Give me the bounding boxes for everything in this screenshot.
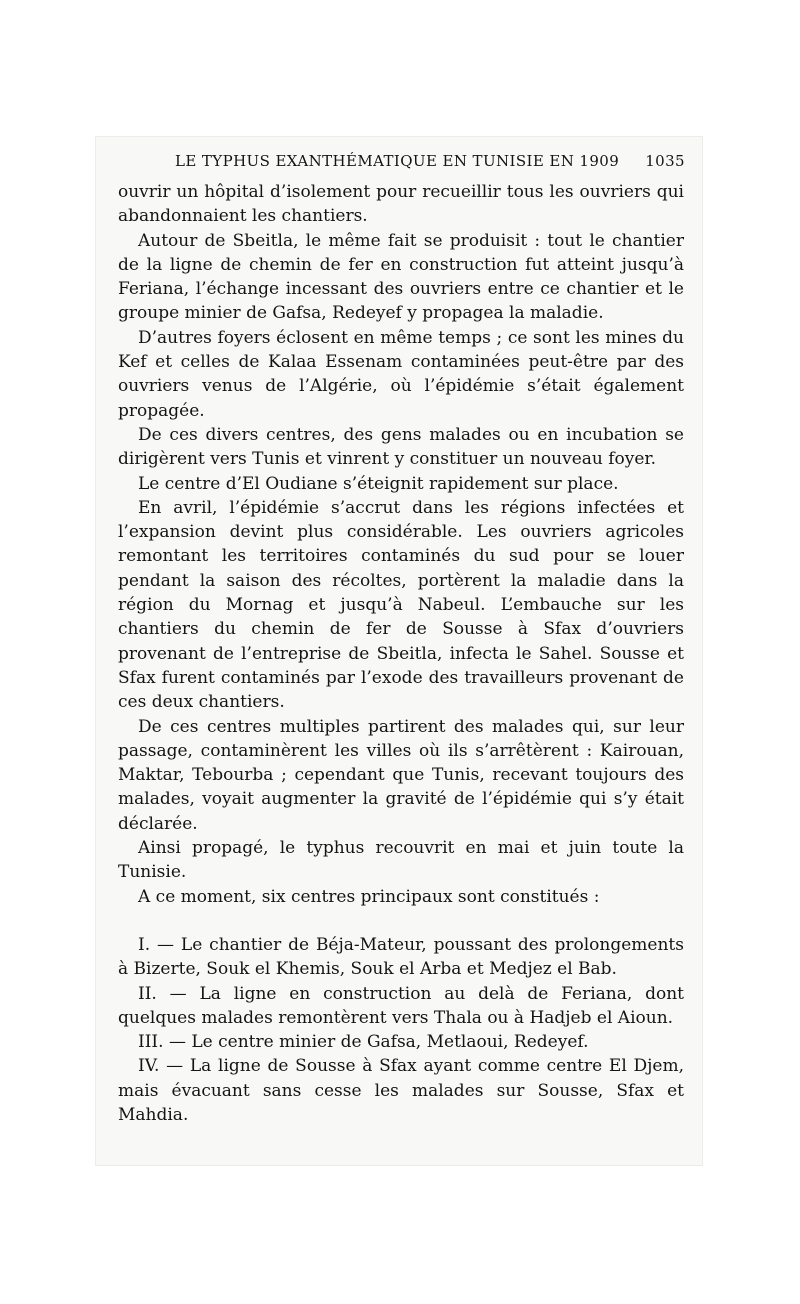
paragraph-may-june: Ainsi propagé, le typhus recouvrit en mai et juin toute la Tunisie.: [118, 838, 684, 883]
paragraph-continuation: ouvrir un hôpital d’isolement pour recueillir tous les ouvriers qui abandonnaient les chantiers.: [118, 182, 684, 227]
body-text: [118, 180, 684, 1127]
list-item: II. — La ligne en construction au delà de Feriana, dont quelques malades remontèrent vers Thala ou à Hadjeb el Aioun.: [118, 983, 684, 1028]
running-title: LE TYPHUS EXANTHÉMATIQUE EN TUNISIE EN 1909: [175, 152, 620, 170]
paragraph-six-centres: A ce moment, six centres principaux sont constitués :: [138, 886, 600, 907]
paragraph-el-oudiane: Le centre d’El Oudiane s’éteignit rapidement sur place.: [138, 473, 619, 494]
paragraph-other-foyers: D’autres foyers éclosent en même temps ; ce sont les mines du Kef et celles de Kalaa Essenam contaminées peut-être par des ouvriers venus de l’Algérie, où l’épidémie s’était également propagée.: [118, 327, 684, 421]
list-item: III. — Le centre minier de Gafsa, Metlaoui, Redeyef.: [138, 1032, 589, 1053]
page-number: 1035: [645, 152, 685, 170]
paragraph-sbeitla: Autour de Sbeitla, le même fait se produisit : tout le chantier de la ligne de chemin de fer en construction fut atteint jusqu’à Feriana, l’échange incessant des ouvriers entre ce chantier et le groupe minier de Gafsa, Redeyef y propagea la maladie.: [118, 230, 684, 324]
list-item: I. — Le chantier de Béja-Mateur, poussant des prolongements à Bizerte, Souk el Khemis, Souk el Arba et Medjez el Bab.: [118, 934, 684, 980]
paragraph-tunis-foyer: De ces divers centres, des gens malades ou en incubation se dirigèrent vers Tunis et vinrent y constituer un nouveau foyer.: [118, 424, 684, 470]
running-head: [175, 149, 685, 173]
list-item: IV. — La ligne de Sousse à Sfax ayant comme centre El Djem, mais évacuant sans cesse les malades sur Sousse, Sfax et Mahdia.: [118, 1056, 684, 1125]
paragraph-multiple-centres: De ces centres multiples partirent des malades qui, sur leur passage, contaminèrent les villes où ils s’arrêtèrent : Kairouan, Maktar, Tebourba ; cependant que Tunis, recevant toujours des malades, voyait augmenter la gravité de l’épidémie qui s’y était déclarée.: [118, 716, 684, 834]
paragraph-april-expansion: En avril, l’épidémie s’accrut dans les régions infectées et l’expansion devint plus considérable. Les ouvriers agricoles remontant les territoires contaminés du sud pour se louer pendant la saison des récoltes, portèrent la maladie dans la région du Mornag et jusqu’à Nabeul. L’embauche sur les chantiers du chemin de fer de Sousse à Sfax d’ouvriers provenant de l’entreprise de Sbeitla, infecta le Sahel. Sousse et Sfax furent contaminés par l’exode des travailleurs provenant de ces deux chantiers.: [118, 497, 684, 713]
